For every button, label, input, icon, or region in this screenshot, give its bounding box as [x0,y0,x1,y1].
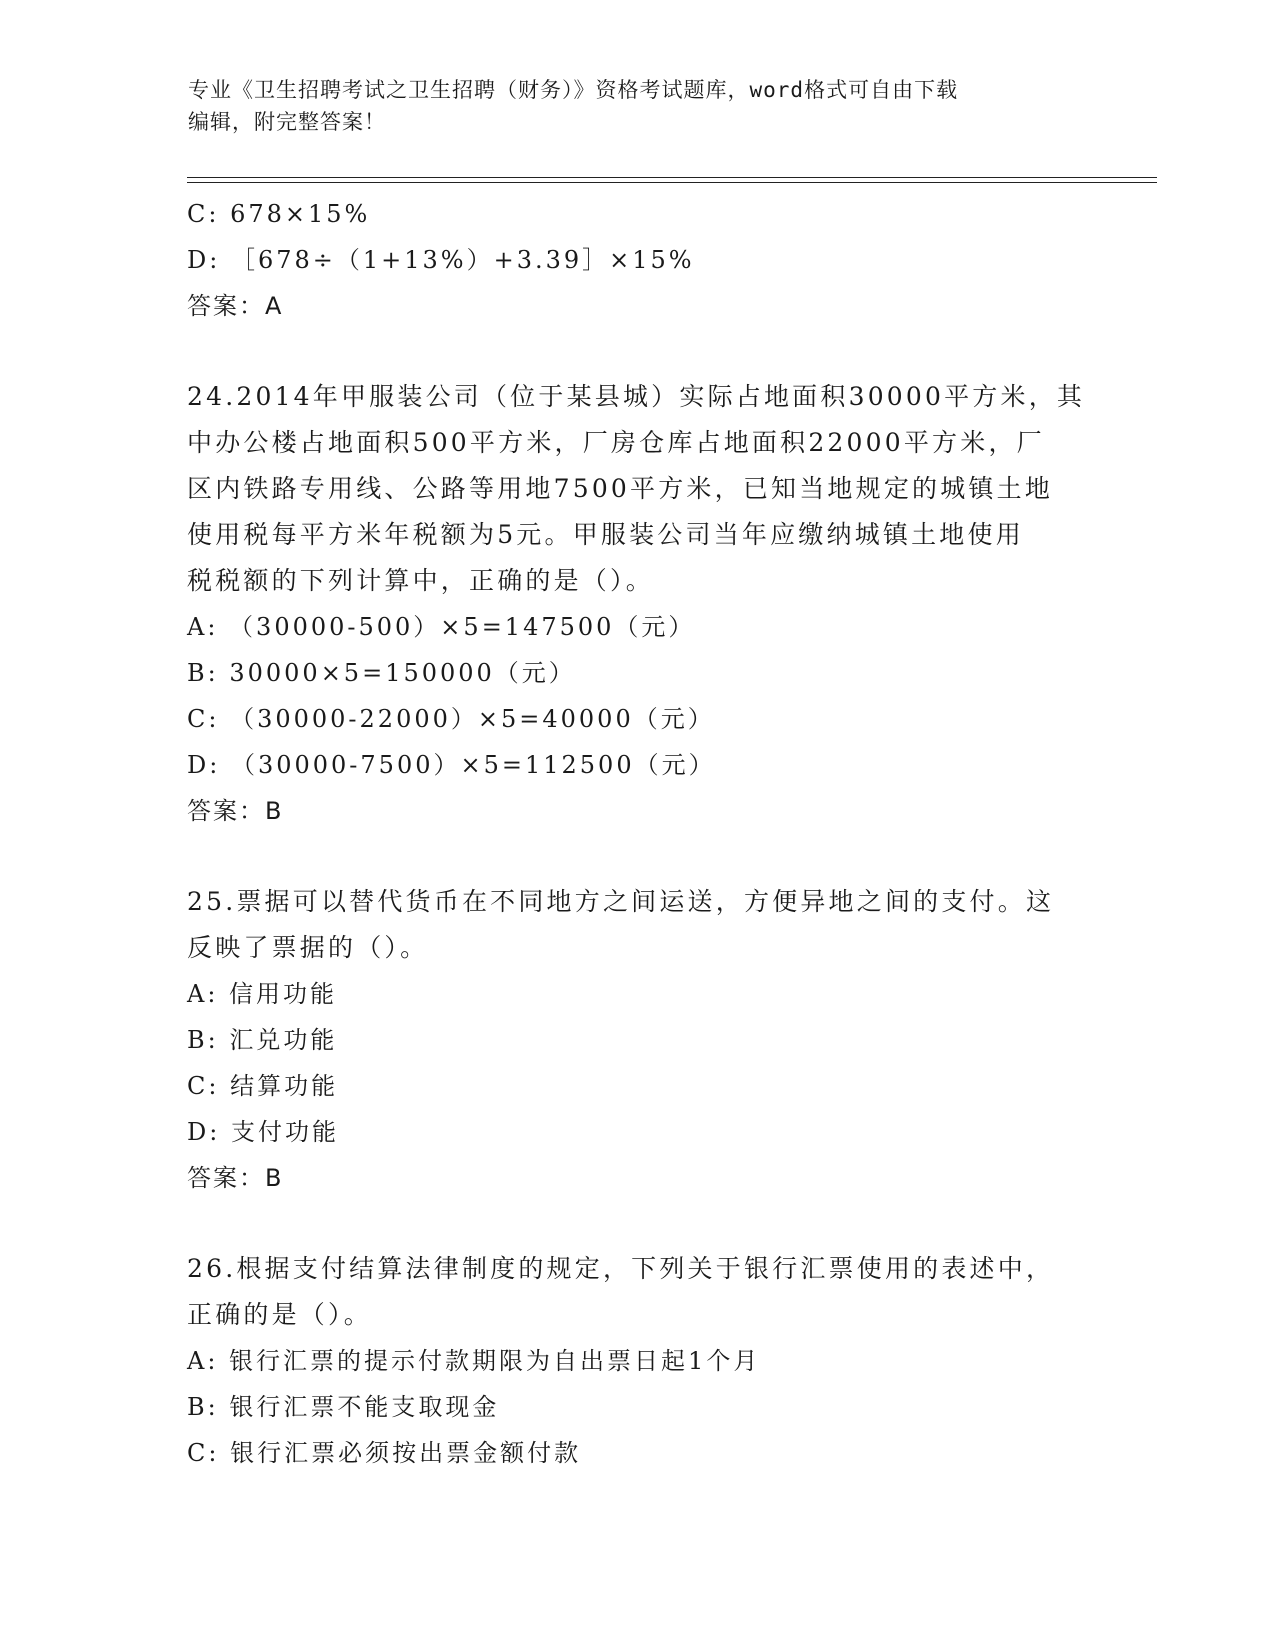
option-b: B: 汇兑功能 [187,1026,338,1054]
question-text-line: 反映了票据的（）。 [187,933,429,962]
document-header [188,74,1088,138]
header-divider-bottom [187,182,1157,183]
question-26 [187,1246,1087,1476]
question-text-line: 区内铁路专用线、公路等用地7500平方米，已知当地规定的城镇土地 [187,474,1054,503]
header-line-1: 专业《卫生招聘考试之卫生招聘（财务）》资格考试题库，word格式可自由下载 [188,78,959,102]
option-c: C: 结算功能 [187,1072,339,1100]
question-24 [187,374,1087,834]
option-d: D: 支付功能 [187,1118,339,1146]
question-text-line: 24.2014年甲服装公司（位于某县城）实际占地面积30000平方米，其 [187,382,1086,411]
option-c: C: （30000-22000）×5=40000（元） [187,705,715,733]
answer-line: 答案：B [187,797,284,825]
question-text-line: 税税额的下列计算中，正确的是（）。 [187,566,654,595]
option-d: D: ［678÷（1+13%）+3.39］×15% [187,246,695,274]
option-d: D: （30000-7500）×5=112500（元） [187,751,716,779]
option-a: A: 信用功能 [187,980,338,1008]
question-text-line: 26.根据支付结算法律制度的规定，下列关于银行汇票使用的表述中， [187,1254,1055,1283]
option-a: A: （30000-500）×5=147500（元） [187,613,696,641]
answer-line: 答案：A [187,292,284,320]
question-25 [187,879,1087,1201]
option-b: B: 银行汇票不能支取现金 [187,1393,500,1421]
option-b: B: 30000×5=150000（元） [187,659,576,687]
option-a: A: 银行汇票的提示付款期限为自出票日起1个月 [187,1347,761,1375]
document-body [187,191,1087,1476]
question-text-line: 25.票据可以替代货币在不同地方之间运送，方便异地之间的支付。这 [187,887,1055,916]
question-text-line: 正确的是（）。 [187,1300,372,1329]
header-divider-top [187,177,1157,178]
answer-line: 答案：B [187,1164,284,1192]
option-c: C: 678×15% [187,200,371,228]
question-text-line: 使用税每平方米年税额为5元。甲服装公司当年应缴纳城镇土地使用 [187,520,1024,549]
option-c: C: 银行汇票必须按出票金额付款 [187,1439,582,1467]
header-line-2: 编辑，附完整答案！ [188,110,386,134]
question-text-line: 中办公楼占地面积500平方米，厂房仓库占地面积22000平方米，厂 [187,428,1045,457]
